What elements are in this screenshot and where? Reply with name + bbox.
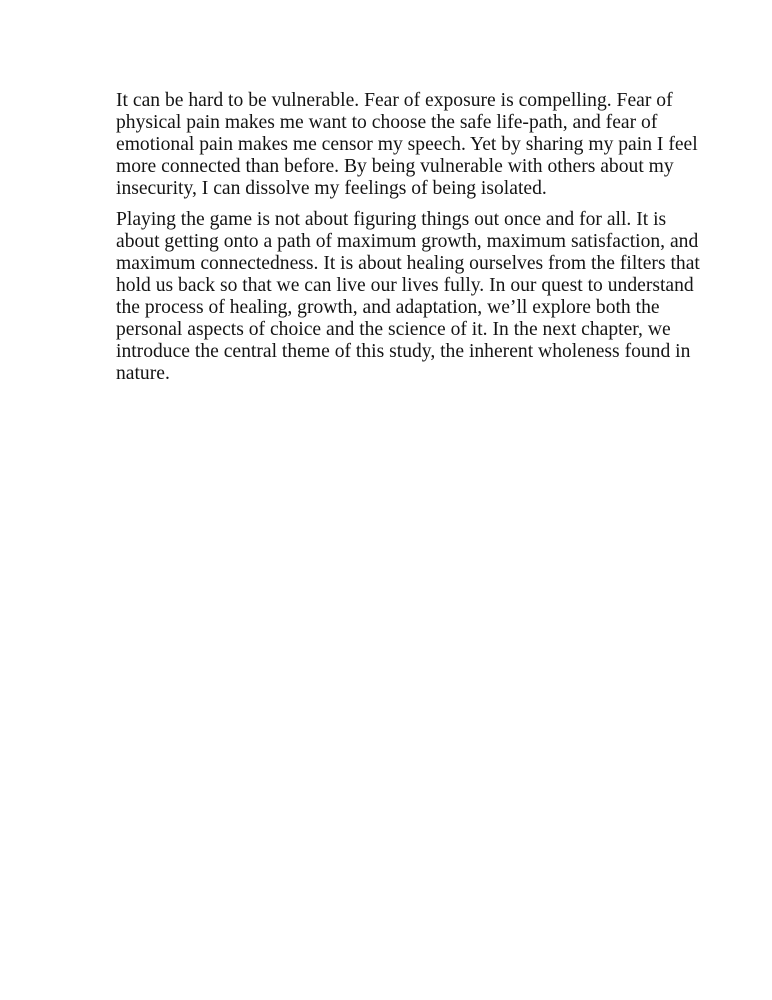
text-line: maximum connectedness. It is about healing ourselves from the filters that	[116, 253, 700, 274]
text-line: Playing the game is not about figuring things out once and for all. It is	[116, 209, 667, 230]
text-line: nature.	[116, 363, 170, 384]
text-line: more connected than before. By being vulnerable with others about my	[116, 156, 674, 177]
text-line: physical pain makes me want to choose the safe life-path, and fear of	[116, 112, 658, 133]
text-line: personal aspects of choice and the science of it. In the next chapter, we	[116, 319, 671, 340]
text-line: insecurity, I can dissolve my feelings of being isolated.	[116, 178, 547, 199]
text-line: emotional pain makes me censor my speech. Yet by sharing my pain I feel	[116, 134, 698, 155]
text-line: the process of healing, growth, and adaptation, we’ll explore both the	[116, 297, 660, 318]
paragraph-playing-the-game	[96, 209, 700, 385]
paragraph-vulnerability	[96, 90, 698, 200]
text-line: about getting onto a path of maximum growth, maximum satisfaction, and	[116, 231, 699, 252]
body-text	[96, 90, 700, 394]
text-line: introduce the central theme of this study, the inherent wholeness found in	[116, 341, 691, 362]
text-line: It can be hard to be vulnerable. Fear of exposure is compelling. Fear of	[116, 90, 673, 111]
text-line: hold us back so that we can live our lives fully. In our quest to understand	[116, 275, 694, 296]
